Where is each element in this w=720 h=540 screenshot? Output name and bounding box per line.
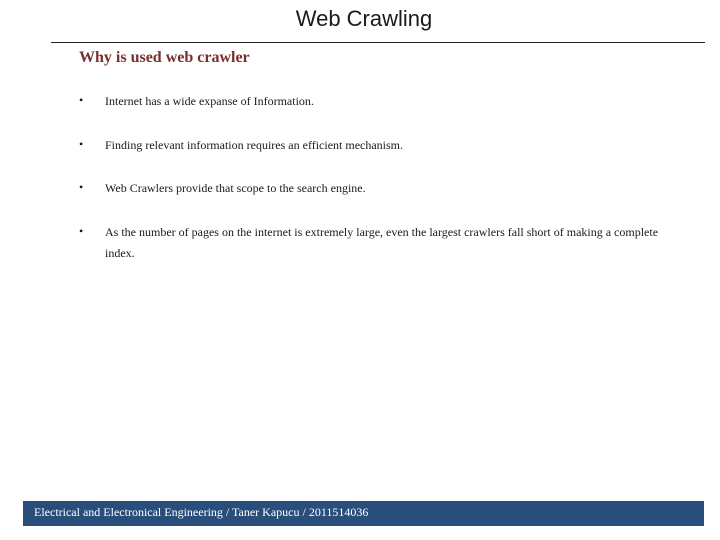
bullet-text: Web Crawlers provide that scope to the search engine.: [105, 181, 366, 195]
bullet-text: Finding relevant information requires an efficient mechanism.: [105, 138, 404, 152]
slide-title: Web Crawling: [295, 6, 433, 31]
bullet-dot-icon: •: [79, 137, 84, 151]
footer-bar: [23, 501, 704, 526]
bullet-dot-icon: •: [79, 93, 84, 107]
title-divider: [51, 42, 705, 43]
footer-text: Electrical and Electronical Engineering / Taner Kapucu / 2011514036: [34, 505, 369, 519]
bullet-text: Internet has a wide expanse of Information.: [105, 94, 314, 108]
slide-subtitle: Why is used web crawler: [79, 49, 250, 66]
bullet-text: As the number of pages on the internet is extremely large, even the largest crawlers fall short of making a complete index.: [105, 225, 659, 260]
bullet-dot-icon: •: [79, 224, 84, 238]
bullet-dot-icon: •: [79, 180, 84, 194]
